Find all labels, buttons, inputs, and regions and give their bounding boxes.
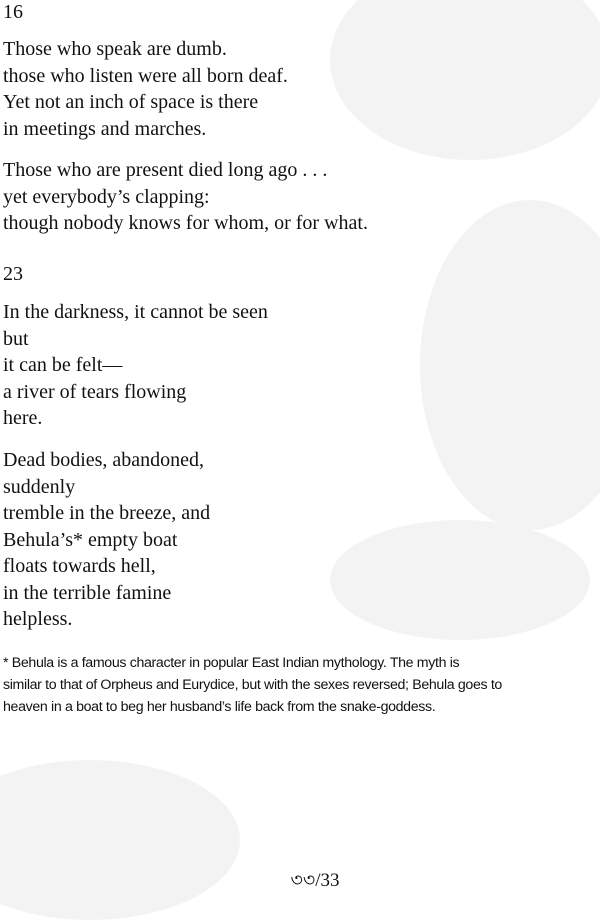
poem-line: Dead bodies, abandoned, [3, 449, 205, 471]
poem-line: but [3, 327, 29, 350]
poem-number: 23 [3, 263, 23, 285]
poem-line: Behula’s* empty boat [3, 528, 178, 551]
poem-line: yet everybody’s clapping: [3, 185, 210, 208]
footnote-line: similar to that of Orpheus and Eurydice, but with the sexes reversed; Behula goes to [3, 677, 502, 693]
poem-line: though nobody knows for whom, or for what. [3, 212, 368, 234]
stanza [3, 299, 268, 432]
footnote [3, 652, 597, 718]
poem-line: Yet not an inch of space is there [3, 91, 259, 113]
poem-line: in meetings and marches. [3, 117, 207, 140]
poem-line: floats towards hell, [3, 555, 156, 577]
stanza [3, 157, 368, 237]
poem-line: in the terrible famine [3, 581, 172, 604]
footnote-line: * Behula is a famous character in popular East Indian mythology. The myth is [3, 655, 460, 671]
poem-line: helpless. [3, 608, 73, 630]
poem-line: tremble in the breeze, and [3, 502, 211, 524]
poem-line: a river of tears flowing [3, 380, 187, 403]
poem-line: Those who speak are dumb. [3, 38, 227, 60]
poem-line: here. [3, 407, 43, 429]
stanza [3, 447, 210, 633]
poem-line: In the darkness, it cannot be seen [3, 301, 268, 323]
poem-number: 16 [3, 1, 23, 23]
stanza [3, 36, 288, 142]
poem-line: Those who are present died long ago . . . [3, 159, 328, 181]
poem-line: it can be felt— [3, 354, 123, 376]
poem-line: those who listen were all born deaf. [3, 64, 288, 87]
poem-line: suddenly [3, 475, 76, 498]
footnote-line: heaven in a boat to beg her husband’s life back from the snake-goddess. [3, 699, 436, 715]
page-number: ৩৩/33 [290, 870, 340, 891]
